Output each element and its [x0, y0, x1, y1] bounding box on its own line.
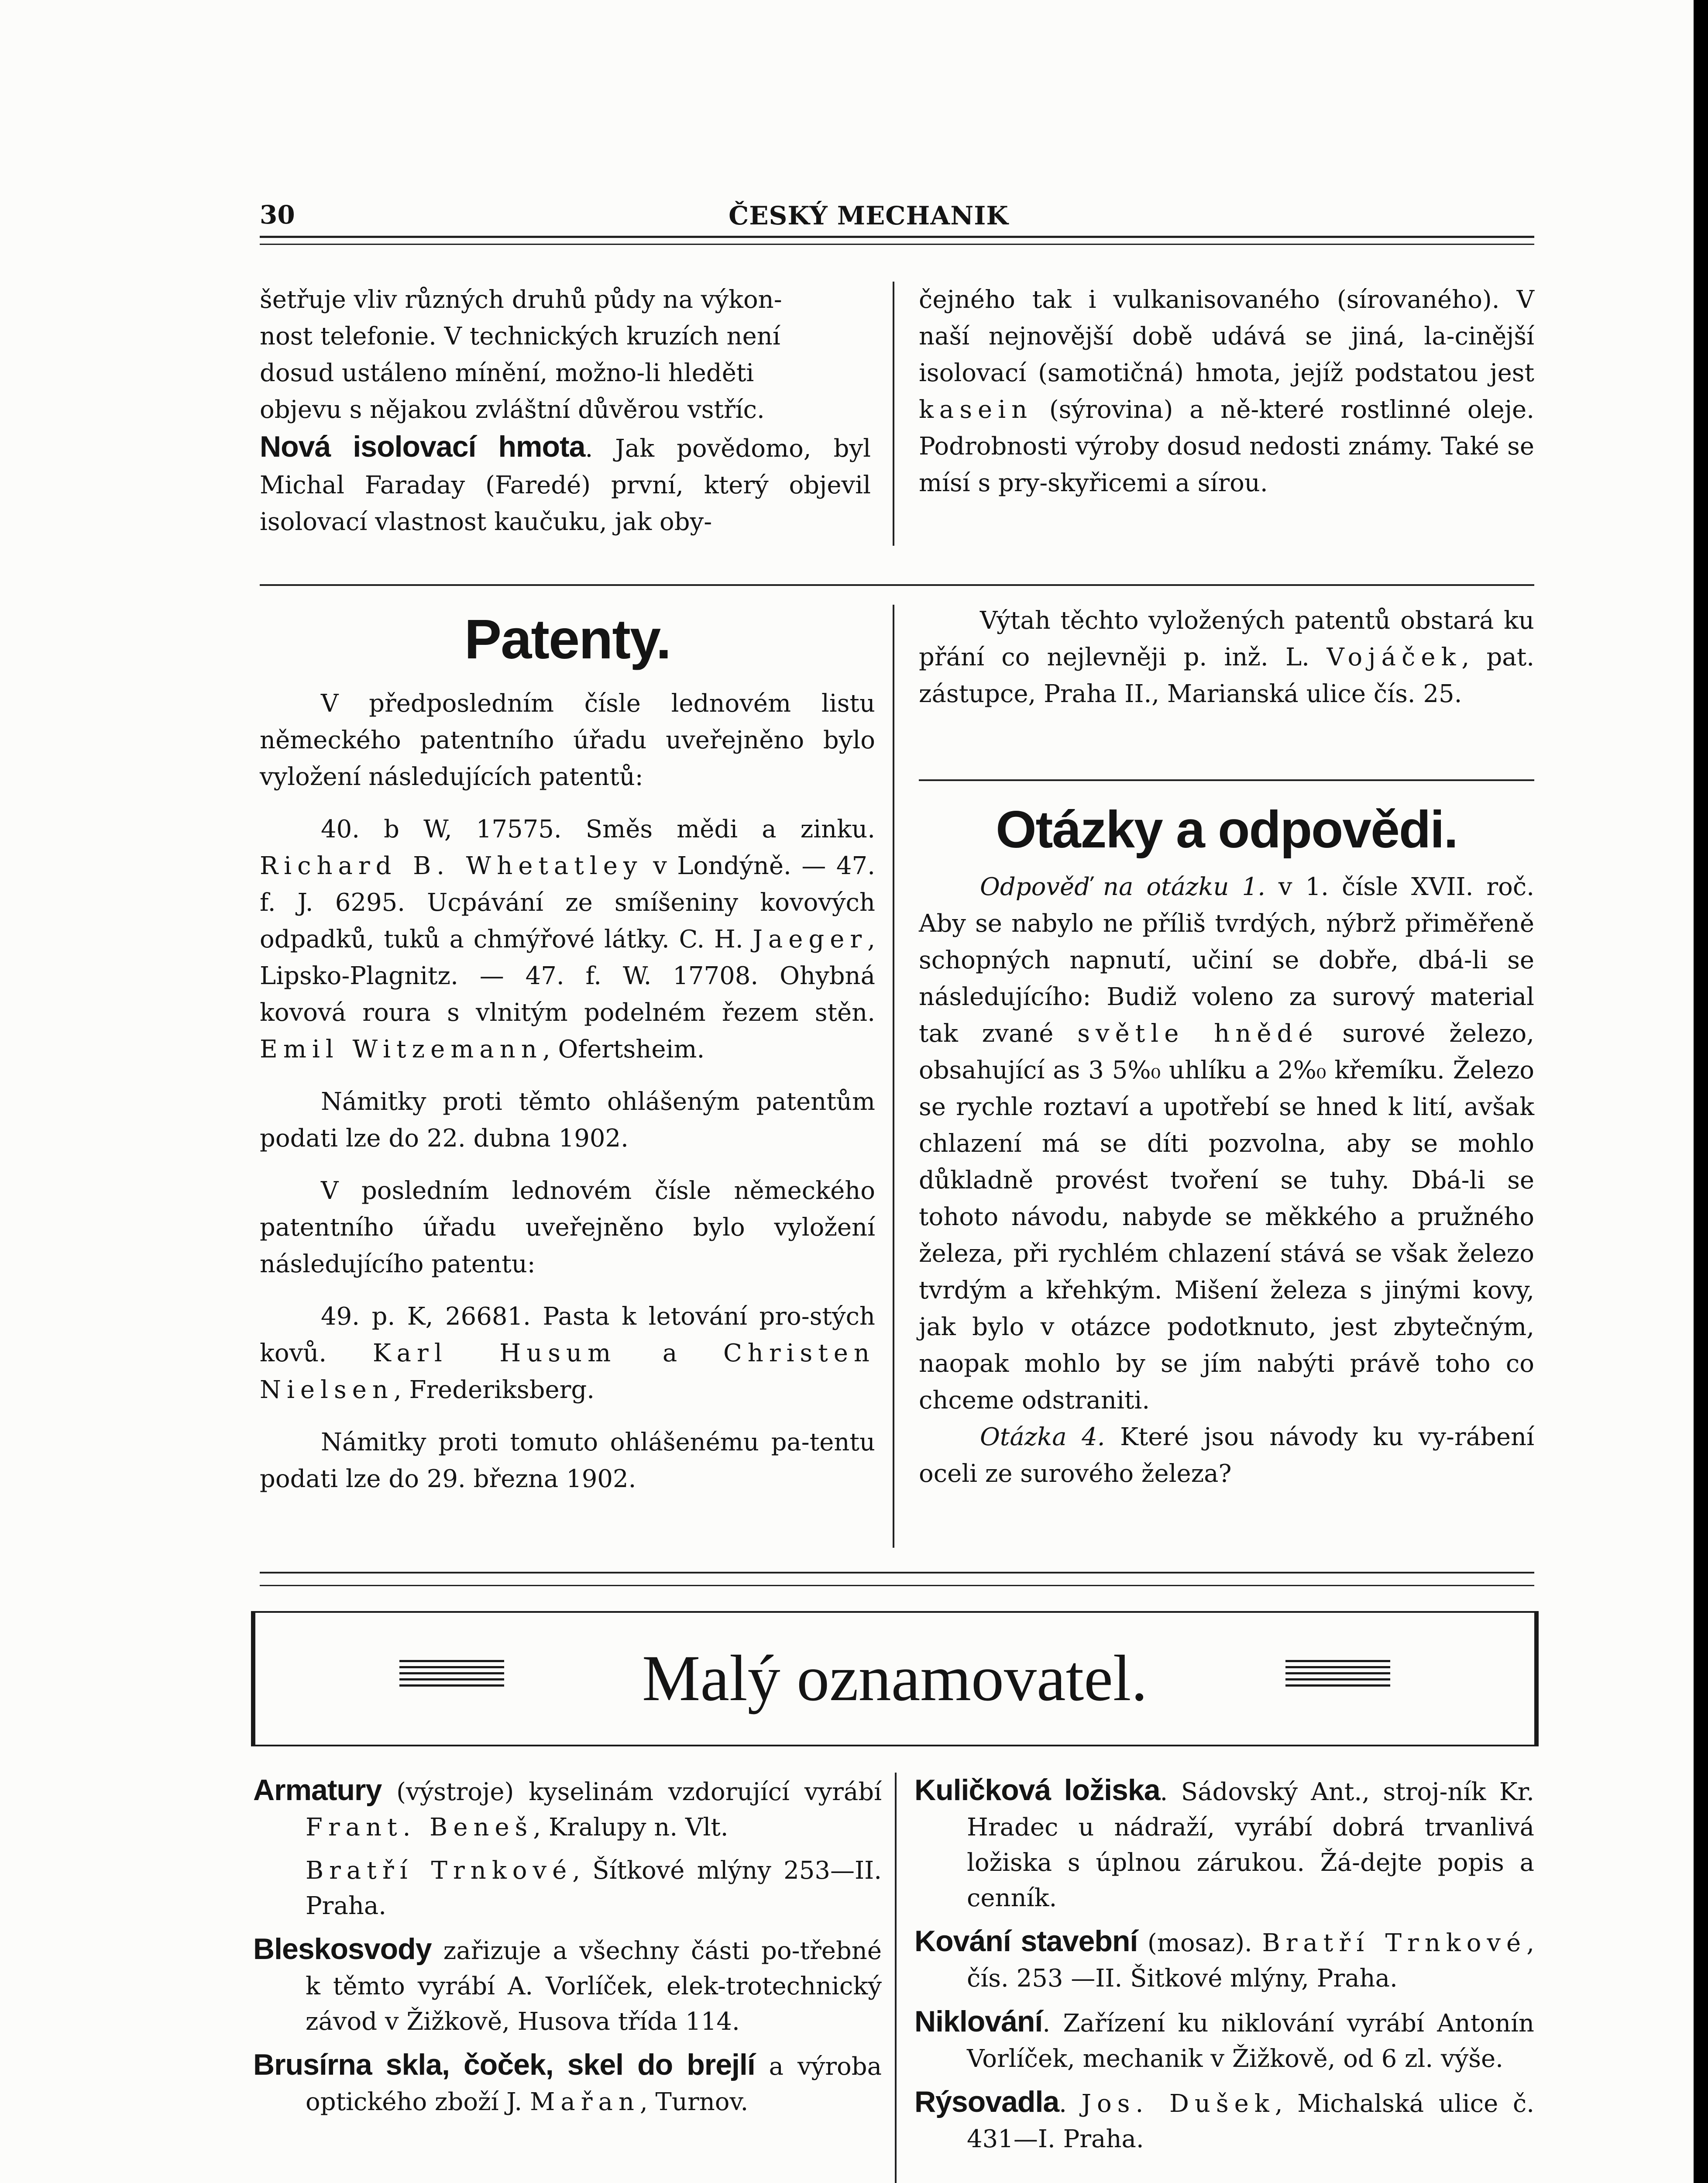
ad-entry: Bratří Trnkové, Šítkové mlýny 253—II. Praha.	[306, 1856, 882, 1920]
ad-entry: Brusírna skla, čoček, skel do brejlí a výroba optického zboží J. Mařan, Turnov.	[253, 2048, 882, 2116]
header-rule	[260, 236, 1534, 238]
nova-text: . Jak povědomo, byl Michal Faraday (Faredé) první, který objevil isolovací vlastnost kaučuku, jak oby-	[260, 434, 871, 536]
ad-entry: Rýsovadla. Jos. Dušek, Michalská ulice č. 431—I. Praha.	[914, 2085, 1534, 2153]
patents-intro-2: V posledním lednovém čísle německého patentního úřadu uveřejněno bylo vyložení následujícího patentu:	[260, 1177, 875, 1278]
qa-question: Otázka 4. Které jsou návody ku vy-rábení oceli ze surového železa?	[919, 1423, 1535, 1488]
kasein-term: kasein	[919, 396, 1033, 424]
nova-heading: Nová isolovací hmota	[260, 430, 585, 463]
qa-title: Otázky a odpovědi.	[996, 800, 1457, 859]
nova-paragraph	[260, 428, 871, 541]
ad-entry: Bleskosvody zařizuje a všechny části po-třebné k těmto vyrábí A. Vorlíček, elek-trotechnický závod v Žižkově, Husova třída 114.	[253, 1932, 882, 2036]
patents-column	[260, 603, 875, 1498]
patent-owner: Karl Husum	[372, 1339, 617, 1367]
telephony-line: šetřuje vliv různých druhů půdy na výkon-	[260, 286, 782, 314]
patent-owner: Richard B. Whetatley	[260, 852, 643, 880]
telephony-line: nost telefonie. V technických kruzích není	[260, 322, 780, 351]
scan-border-right	[1694, 0, 1708, 2183]
objections-2: Námitky proti tomuto ohlášenému pa-tentu podati lze do 29. března 1902.	[260, 1428, 875, 1493]
column-divider-top	[893, 282, 894, 546]
top-left-column	[260, 282, 871, 541]
isolation-paragraph: čejného tak i vulkanisovaného (sírovaného). V naší nejnovější době udává se jiná, la-cinější isolovací (samotičná) hmota, jejíž podstatou jest kasein (sýrovina) a ně-které rostlinné oleje. Podrobnosti výroby dosud nedosti známy. Také se mísí s pry-skyřicemi a sírou.	[919, 286, 1534, 497]
question-label: Otázka 4.	[980, 1423, 1105, 1451]
section-rule-thin	[260, 1585, 1534, 1586]
ad-heading: Kuličková ložiska	[914, 1773, 1160, 1807]
patent-owner: Emil Witzemann	[260, 1035, 543, 1064]
telephony-line: objevu s nějakou zvláštní důvěrou vstříc.	[260, 396, 765, 424]
ad-heading: Brusírna skla, čoček, skel do brejlí	[253, 2048, 755, 2081]
column-divider-ads	[895, 1773, 897, 2183]
patents-intro: V předposledním čísle lednovém listu německého patentního úřadu uveřejněno bylo vyložení následujících patentů:	[260, 689, 875, 791]
ad-entry: Kuličková ložiska. Sádovský Ant., stroj-ník Kr. Hradec u nádraží, vyrábí dobrá trvanlivá ložiska s úplnou zárukou. Žá-dejte popis a cenník.	[914, 1773, 1534, 1912]
patent-owner: Christen Nielsen	[260, 1339, 875, 1404]
header-rule-thin	[260, 244, 1534, 245]
small-ads-title-box	[251, 1611, 1539, 1746]
telephony-line: dosud ustáleno mínění, možno-li hleděti	[260, 359, 754, 387]
patent-service-column	[919, 603, 1534, 713]
qa-answer: Odpověď na otázku 1. v 1. čísle XVII. roč. Aby se nabylo ne příliš tvrdých, nýbrž přiměřeně schopných napnutí, učiní se dobře, dbá-li se následujícího: Budiž voleno za surový material tak zvané světle hnědé surové železo, obsahující as 3 5%₀ uhlíku a 2%₀ křemíku. Železo se rychle roztaví a upotřebí se hned k lití, avšak chlazení má se díti pozvolna, aby se mohlo důkladně provést tvoření se tuhy. Dbá-li se tohoto návodu, nabyde se měkkého a pružného železa, při rychlém chlazení stává se však železo tvrdým a křehkým. Mišení železa s jinými kovy, jak bylo v otázce podotknuto, jest zbytečným, naopak mohlo by se jím nabýti právě toho co chceme odstraniti.	[919, 873, 1535, 1415]
title-ornament-right	[1285, 1660, 1390, 1691]
patent-list-1: 40. b W, 17575. Směs mědi a zinku. Richard B. Whetatley v Londýně. — 47. f. J. 6295. Ucpávání ze smíšeniny kovových odpadků, tuků a chmýřové látky. C. H. Jaeger, Lipsko-Plagnitz. — 47. f. W. 17708. Ohybná kovová roura s vlnitým podelném řezem stěn. Emil Witzemann, Ofertsheim.	[260, 815, 875, 1064]
section-rule	[260, 1572, 1534, 1574]
objections-1: Námitky proti těmto ohlášeným patentům podati lze do 22. dubna 1902.	[260, 1088, 875, 1153]
ads-left-column	[253, 1773, 882, 2128]
ad-heading: Armatury	[253, 1773, 382, 1807]
ad-entry: Kování stavební (mosaz). Bratří Trnkové, čís. 253 —II. Šitkové mlýny, Praha.	[914, 1925, 1534, 1993]
ad-heading: Rýsovadla	[914, 2085, 1059, 2118]
patent-list-2: 49. p. K, 26681. Pasta k letování pro-stých kovů. Karl Husum a Christen Nielsen, Frederiksberg.	[260, 1302, 875, 1404]
page-number: 30	[260, 200, 295, 230]
title-ornament-left	[399, 1660, 504, 1691]
small-ads-title: Malý oznamovatel.	[642, 1642, 1148, 1715]
section-rule	[260, 584, 1534, 586]
ad-heading: Niklování	[914, 2005, 1043, 2038]
qa-rule	[919, 779, 1534, 781]
column-divider-middle	[893, 605, 894, 1548]
answer-label: Odpověď na otázku 1.	[980, 873, 1265, 901]
ad-entry: Armatury (výstroje) kyselinám vzdorující vyrábí Frant. Beneš, Kralupy n. Vlt.	[253, 1773, 882, 1842]
patent-agent-name: Vojáček	[1327, 643, 1462, 671]
qa-column	[919, 795, 1534, 1492]
patent-service-text: Výtah těchto vyložených patentů obstará ku přání co nejlevněji p. inž. L. Vojáček, pat. zástupce, Praha II., Marianská ulice čís. 25.	[919, 606, 1534, 708]
top-right-column	[919, 282, 1534, 502]
journal-title: ČESKÝ MECHANIK	[729, 201, 1009, 231]
patents-title: Patenty.	[464, 608, 671, 671]
ad-entry: Niklování. Zařízení ku niklování vyrábí Antonín Vorlíček, mechanik v Žižkově, od 6 zl. výše.	[914, 2005, 1534, 2073]
ad-heading: Bleskosvody	[253, 1932, 432, 1966]
ad-heading: Kování stavební	[914, 1925, 1138, 1958]
patent-owner: Jaeger	[753, 925, 868, 954]
ads-right-column	[914, 1773, 1534, 2165]
